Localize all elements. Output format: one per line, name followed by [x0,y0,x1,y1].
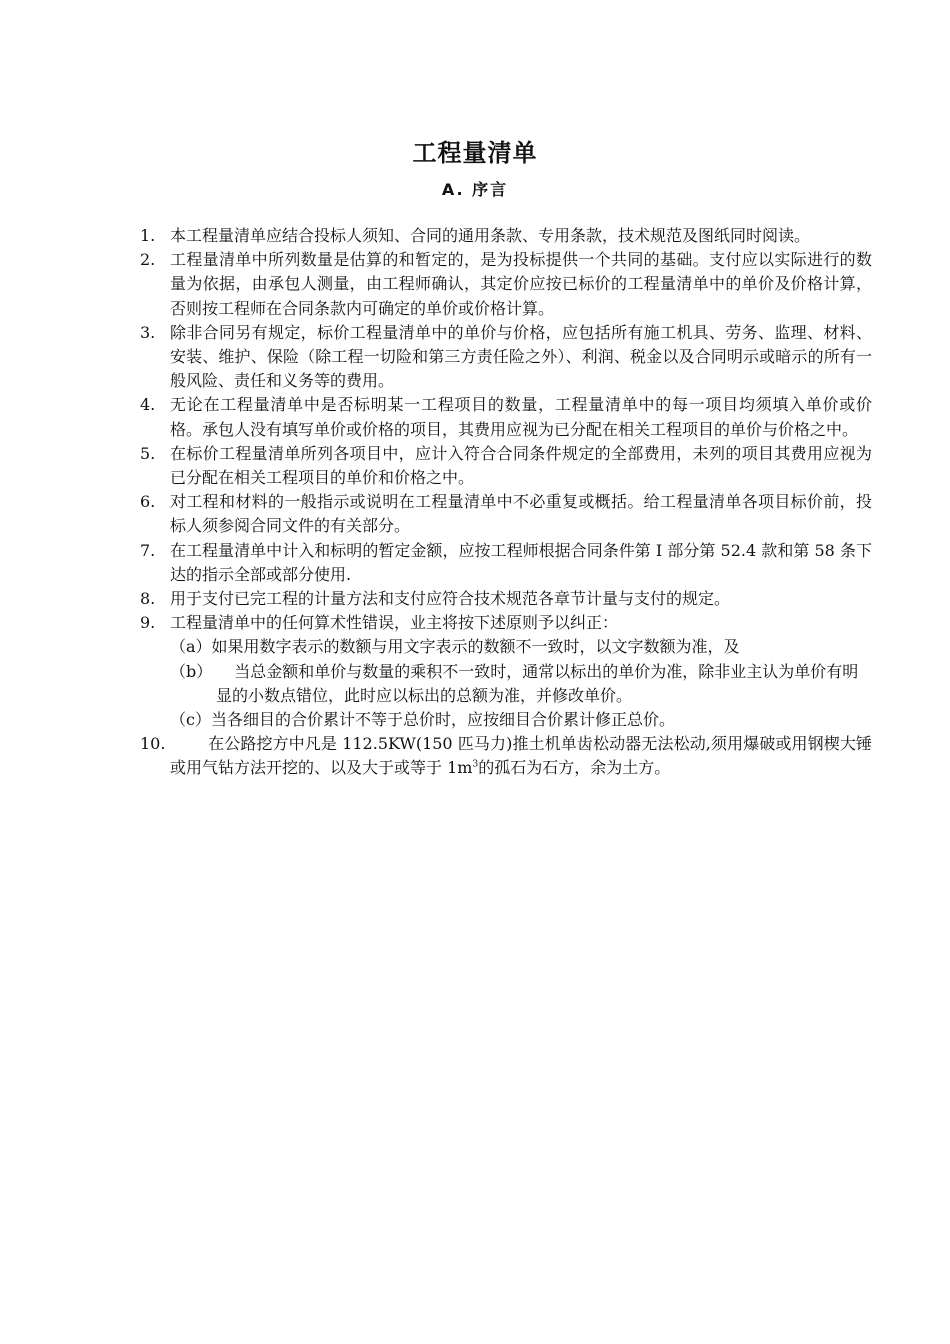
sub-item-a [140,635,872,659]
item-text: 无论在工程量清单中是否标明某一工程项目的数量，工程量清单中的每一项目均须填入单价或价格。承包人没有填写单价或价格的项目，其费用应视为已分配在相关工程项目的单价与价格之中。 [170,395,872,439]
document-title: 工程量清单 [412,139,538,167]
list-item [140,442,872,490]
item-number: 1. [140,226,156,245]
item-number: 6. [140,492,156,512]
list-item [140,732,872,780]
sub-item-label: （c） [170,710,211,730]
list-item [140,587,872,611]
item-number: 8. [140,589,156,609]
item-text: 在公路挖方中凡是 112.5KW(150 匹马力)推土机单齿松动器无法松动,须用爆破或用钢楔大锤或用气钻方法开挖的、以及大于或等于 1m [170,734,872,778]
item-text: 本工程量清单应结合投标人须知、合同的通用条款、专用条款，技术规范及图纸同时阅读。 [170,226,811,245]
list-item [140,393,872,441]
item-number: 10. [140,734,166,754]
sub-item-c [140,708,872,732]
list-item [140,248,872,321]
item-number: 4. [140,395,156,415]
sub-item-text: 如果用数字表示的数额与用文字表示的数额不一致时，以文字数额为准，及 [211,637,740,657]
sub-item-text: 当总金额和单价与数量的乘积不一致时，通常以标出的单价为准，除非业主认为单价有明显的小数点错位，此时应以标出的总额为准，并修改单价。 [216,661,859,705]
item-number: 7. [140,540,156,560]
item-text-end: 的孤石为石方，余为土方。 [478,758,671,778]
section-heading: A. 序言 [441,180,509,199]
item-text: 除非合同另有规定，标价工程量清单中的单价与价格，应包括所有施工机具、劳务、监理、材料、安装、维护、保险（除工程一切险和第三方责任险之外）、利润、税金以及合同明示或暗示的所有一般风险、责任和义务等的费用。 [170,322,872,391]
sub-item-label: （b） [170,661,213,681]
item-text: 工程量清单中所列数量是估算的和暂定的，是为投标提供一个共同的基础。支付应以实际进行的数量为依据，由承包人测量，由工程师确认，其定价应按已标价的工程量清单中的单价及价格计算，否则按工程师在合同条款内可确定的单价或价格计算。 [170,250,872,318]
item-text: 对工程和材料的一般指示或说明在工程量清单中不必重复或概括。给工程量清单各项目标价前，投标人须参阅合同文件的有关部分。 [170,492,872,536]
item-text: 用于支付已完工程的计量方法和支付应符合技术规范各章节计量与支付的规定。 [170,589,731,609]
list-item [140,539,872,587]
list-item [140,490,872,538]
item-text: 在标价工程量清单所列各项目中，应计入符合合同条件规定的全部费用，未列的项目其费用应视为已分配在相关工程项目的单价和价格之中。 [170,443,872,488]
item-number: 3. [140,322,156,342]
item-text: 工程量清单中的任何算术性错误，业主将按下述原则予以纠正： [170,613,619,633]
preface-list [140,224,872,781]
item-text: 在工程量清单中计入和标明的暂定金额，应按工程师根据合同条件第 I 部分第 52.4 款和第 58 条下达的指示全部或部分使用. [170,540,872,584]
list-item [140,321,872,394]
item-number: 5. [140,443,156,463]
sub-item-text: 当各细目的合价累计不等于总价时，应按细目合价累计修正总价。 [210,710,675,730]
list-item [140,611,872,635]
sub-item-b [140,660,872,708]
item-number: 2. [140,250,156,270]
superscript: 3 [472,760,479,771]
item-number: 9. [140,613,156,633]
list-item [140,224,872,248]
sub-item-label: （a） [170,637,212,657]
